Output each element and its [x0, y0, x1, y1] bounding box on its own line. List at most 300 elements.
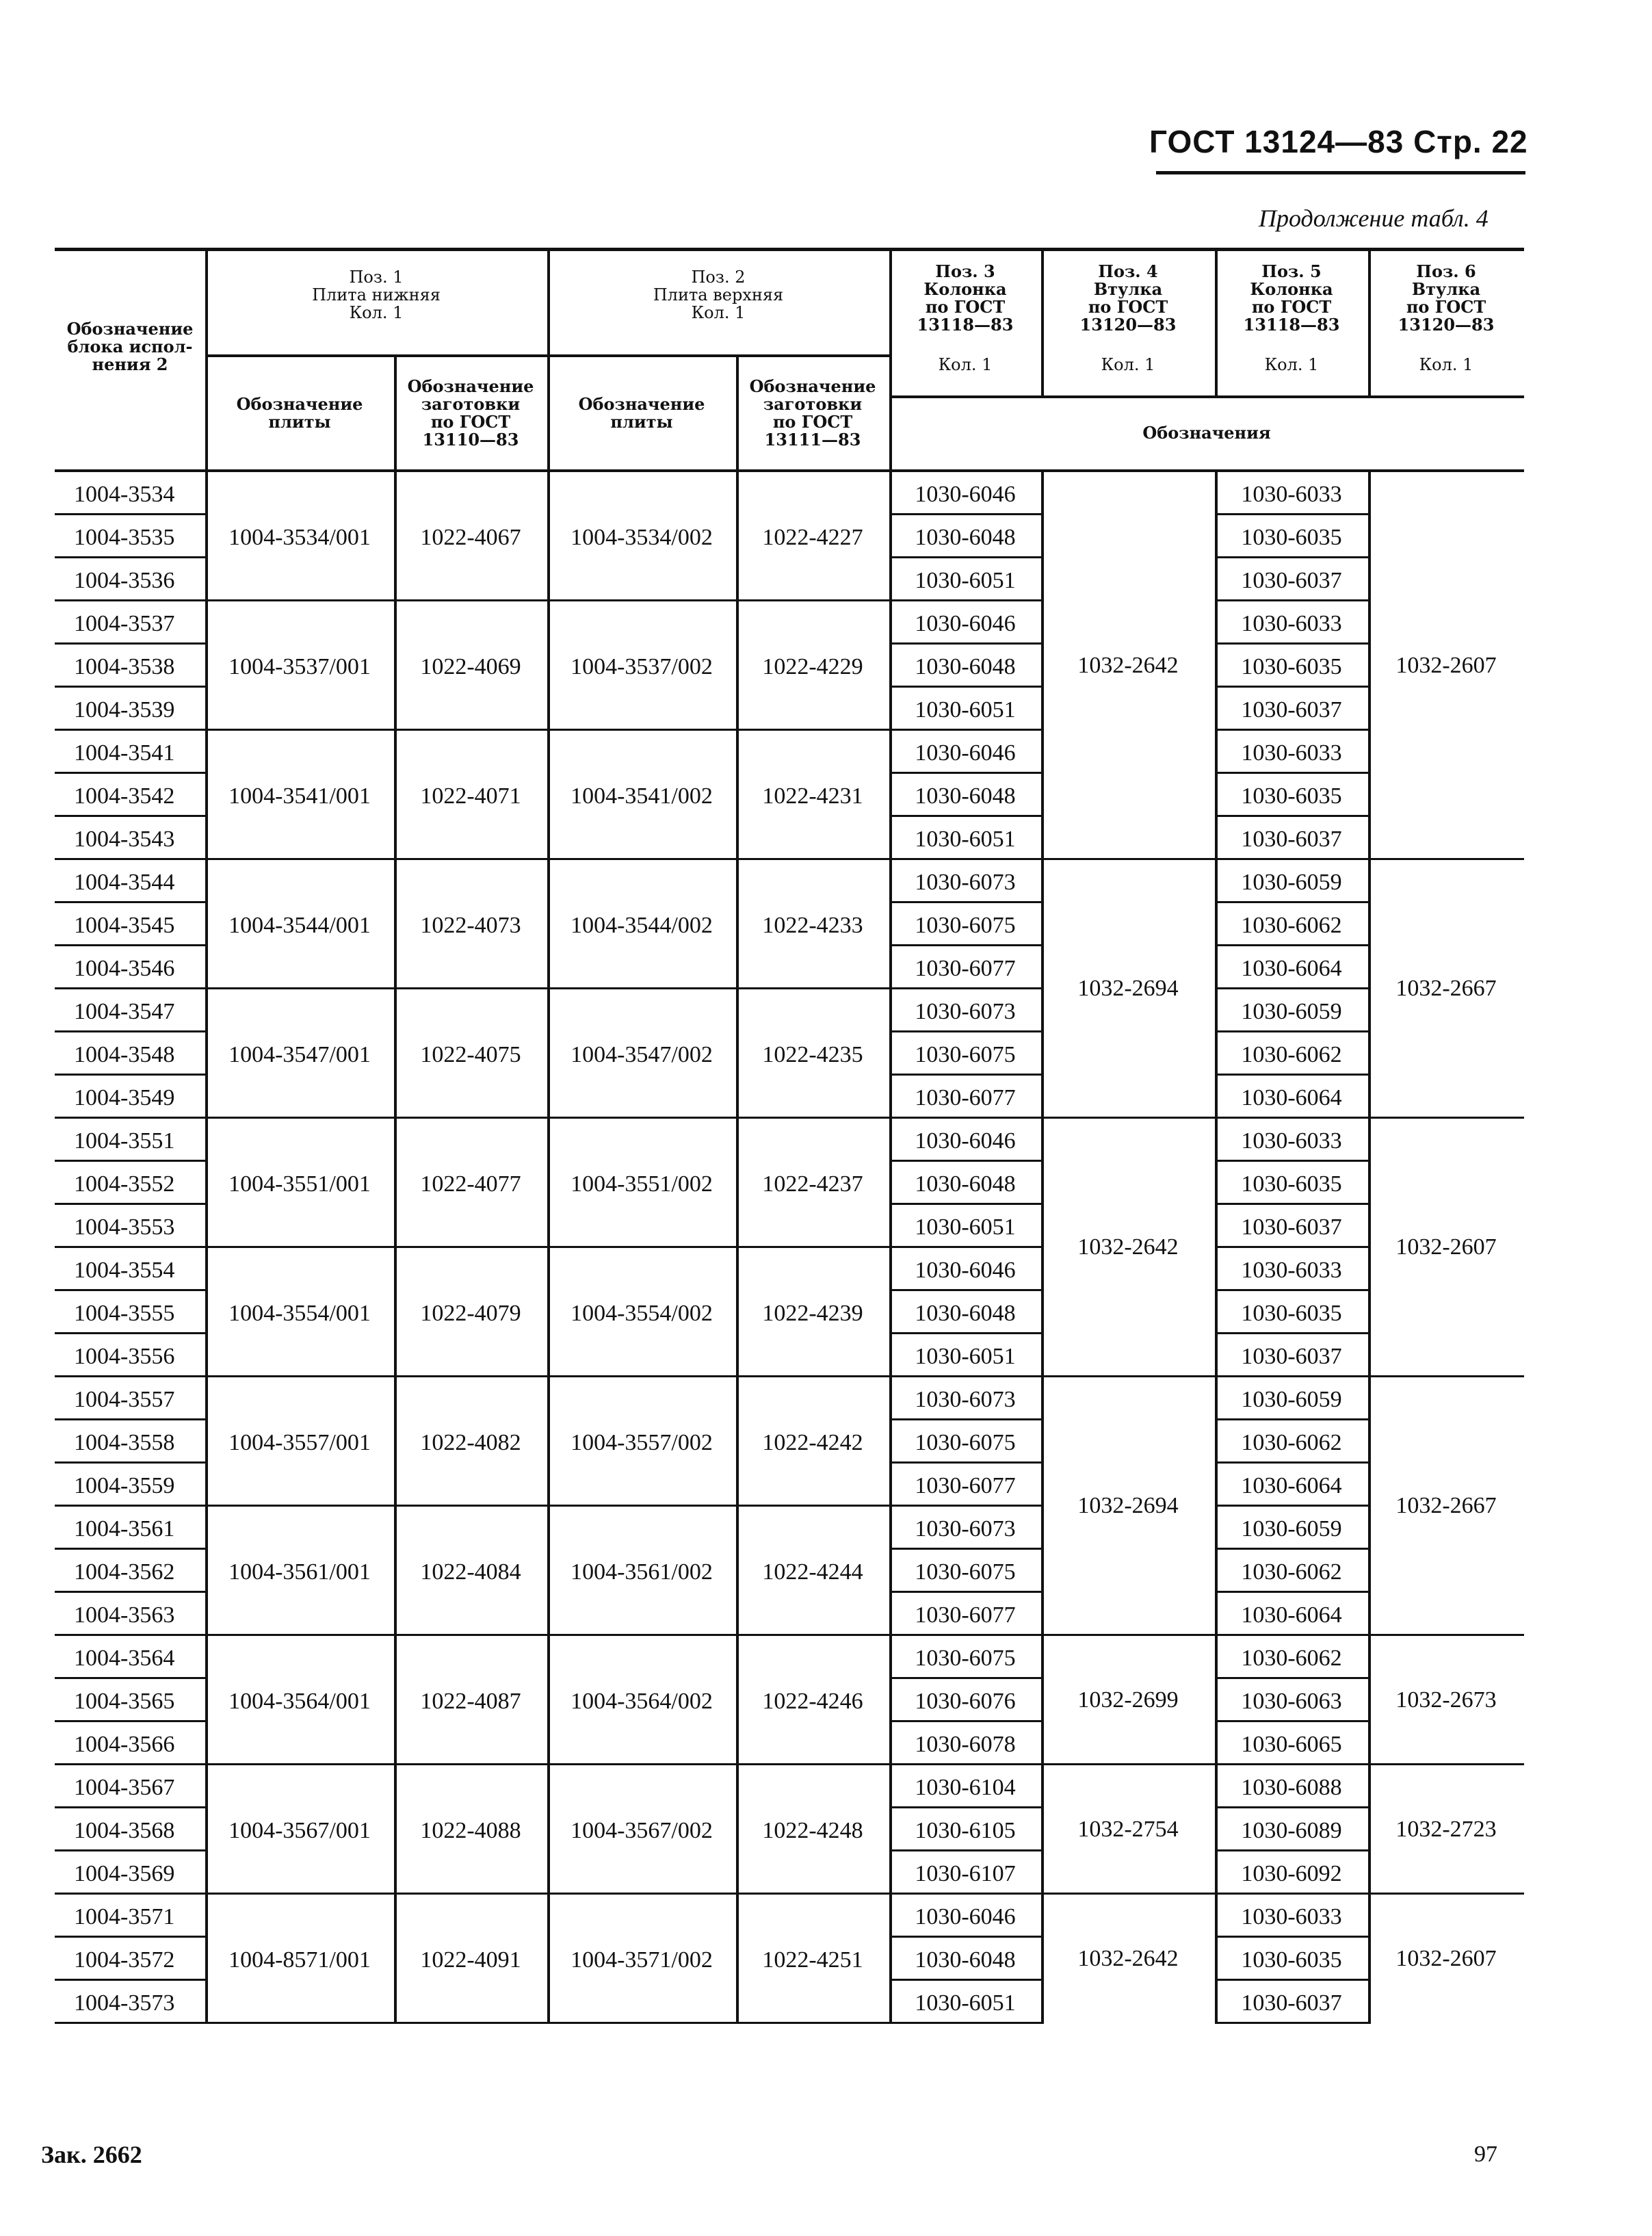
row-rule [1215, 815, 1368, 817]
pos3-designation: 1030-6048 [915, 525, 1016, 550]
pos5-designation: 1030-6062 [1241, 1042, 1342, 1067]
pos5-designation: 1030-6089 [1241, 1818, 1342, 1843]
row-rule [1215, 2022, 1368, 2024]
upper-plate-designation: 1004-3541/002 [571, 783, 713, 809]
pos5-designation: 1030-6064 [1241, 1085, 1342, 1110]
group-rule [1368, 1117, 1524, 1119]
pos5-designation: 1030-6037 [1241, 1344, 1342, 1369]
group-rule [1041, 1634, 1215, 1636]
row-rule [1215, 1591, 1368, 1593]
header-pos6: Поз. 6 Втулка по ГОСТ 13120—83 [1398, 261, 1495, 335]
lower-blank-designation: 1022-4084 [420, 1559, 521, 1585]
pos3-designation: 1030-6046 [915, 1128, 1016, 1154]
group-rule [205, 1893, 889, 1895]
row-rule [889, 1117, 1041, 1119]
block-designation: 1004-3551 [74, 1128, 175, 1154]
pos5-designation: 1030-6037 [1241, 1214, 1342, 1240]
pos5-designation: 1030-6062 [1241, 913, 1342, 938]
row-rule [55, 1893, 205, 1895]
pos3-designation: 1030-6073 [915, 1516, 1016, 1542]
row-rule [1215, 642, 1368, 645]
block-designation: 1004-3568 [74, 1818, 175, 1843]
pos3-designation: 1030-6048 [915, 1301, 1016, 1326]
group-rule [1041, 1893, 1215, 1895]
upper-blank-designation: 1022-4248 [762, 1818, 863, 1843]
row-rule [889, 1332, 1041, 1334]
block-designation: 1004-3548 [74, 1042, 175, 1067]
pos5-designation: 1030-6064 [1241, 1473, 1342, 1498]
pos5-designation: 1030-6062 [1241, 1430, 1342, 1455]
table-continuation-note: Продолжение табл. 4 [1259, 205, 1489, 232]
pos5-designation: 1030-6059 [1241, 870, 1342, 895]
row-rule [1215, 944, 1368, 946]
row-rule [889, 686, 1041, 688]
row-rule [55, 1203, 205, 1205]
row-rule [55, 599, 205, 601]
pos3-designation: 1030-6046 [915, 482, 1016, 507]
pos3-designation: 1030-6077 [915, 1085, 1016, 1110]
pos5-designation: 1030-6033 [1241, 740, 1342, 766]
row-rule [1215, 599, 1368, 601]
group-rule [1368, 1893, 1524, 1895]
pos5-designation: 1030-6035 [1241, 1301, 1342, 1326]
pos3-designation: 1030-6075 [915, 1042, 1016, 1067]
row-rule [55, 2022, 205, 2024]
row-rule [55, 1763, 205, 1765]
lower-blank-designation: 1022-4069 [420, 654, 521, 679]
row-rule [1215, 987, 1368, 989]
row-rule [1215, 1505, 1368, 1507]
row-rule [1215, 1375, 1368, 1377]
upper-plate-designation: 1004-3571/002 [571, 1947, 713, 1973]
row-rule [1215, 1893, 1368, 1895]
pos5-designation: 1030-6062 [1241, 1559, 1342, 1585]
header-qty: Кол. 1 [938, 355, 993, 374]
lower-plate-designation: 1004-3557/001 [228, 1430, 371, 1455]
row-rule [55, 1806, 205, 1808]
pos5-designation: 1030-6037 [1241, 1990, 1342, 2016]
group-rule [1041, 1117, 1215, 1119]
row-rule [889, 901, 1041, 903]
lower-plate-designation: 1004-3537/001 [228, 654, 371, 679]
group-rule [1041, 1763, 1215, 1765]
pos5-designation: 1030-6063 [1241, 1689, 1342, 1714]
header-mid-rule-right [889, 395, 1524, 398]
pos3-designation: 1030-6107 [915, 1861, 1016, 1886]
block-designation: 1004-3562 [74, 1559, 175, 1585]
page-number: 97 [1474, 2142, 1497, 2167]
pos4-bushing: 1032-2642 [1077, 1234, 1179, 1260]
block-designation: 1004-3556 [74, 1344, 175, 1369]
upper-plate-designation: 1004-3554/002 [571, 1301, 713, 1326]
block-designation: 1004-3565 [74, 1689, 175, 1714]
group-rule [1041, 1375, 1215, 1377]
pos3-designation: 1030-6076 [915, 1689, 1016, 1714]
block-designation: 1004-3557 [74, 1387, 175, 1412]
upper-plate-designation: 1004-3561/002 [571, 1559, 713, 1585]
group-rule [1368, 1763, 1524, 1765]
header-qty: Кол. 1 [1101, 355, 1155, 374]
pos5-designation: 1030-6035 [1241, 783, 1342, 809]
row-rule [55, 1461, 205, 1464]
pos5-designation: 1030-6059 [1241, 1516, 1342, 1542]
row-rule [55, 1548, 205, 1550]
row-rule [889, 1634, 1041, 1636]
block-designation: 1004-3547 [74, 999, 175, 1024]
row-rule [1215, 1677, 1368, 1679]
block-designation: 1004-3536 [74, 568, 175, 593]
row-rule [1215, 1117, 1368, 1119]
pos3-designation: 1030-6051 [915, 1990, 1016, 2016]
pos3-designation: 1030-6073 [915, 870, 1016, 895]
row-rule [889, 513, 1041, 515]
block-designation: 1004-3563 [74, 1602, 175, 1628]
row-rule [1215, 1203, 1368, 1205]
pos3-designation: 1030-6048 [915, 654, 1016, 679]
pos5-designation: 1030-6059 [1241, 1387, 1342, 1412]
row-rule [55, 686, 205, 688]
upper-plate-designation: 1004-3544/002 [571, 913, 713, 938]
row-rule [1215, 1720, 1368, 1722]
block-designation: 1004-3569 [74, 1861, 175, 1886]
row-rule [1215, 1289, 1368, 1291]
lower-blank-designation: 1022-4091 [420, 1947, 521, 1973]
pos6-bushing: 1032-2607 [1395, 1234, 1497, 1260]
lower-blank-designation: 1022-4067 [420, 525, 521, 550]
pos4-bushing: 1032-2754 [1077, 1816, 1179, 1842]
row-rule [889, 1763, 1041, 1765]
row-rule [1215, 772, 1368, 774]
header-designations: Обозначения [1142, 423, 1271, 443]
pos3-designation: 1030-6077 [915, 1602, 1016, 1628]
block-designation: 1004-3537 [74, 611, 175, 636]
block-designation: 1004-3535 [74, 525, 175, 550]
group-rule [205, 1763, 889, 1765]
upper-blank-designation: 1022-4251 [762, 1947, 863, 1973]
row-rule [889, 729, 1041, 731]
pos6-bushing: 1032-2667 [1395, 1493, 1497, 1518]
pos5-designation: 1030-6035 [1241, 1947, 1342, 1973]
group-rule [205, 987, 889, 989]
upper-plate-designation: 1004-3564/002 [571, 1689, 713, 1714]
row-rule [889, 1418, 1041, 1420]
upper-blank-designation: 1022-4231 [762, 783, 863, 809]
group-rule [205, 1246, 889, 1248]
row-rule [889, 1074, 1041, 1076]
pos5-designation: 1030-6035 [1241, 654, 1342, 679]
block-designation: 1004-3549 [74, 1085, 175, 1110]
pos5-designation: 1030-6033 [1241, 1904, 1342, 1929]
row-rule [1215, 556, 1368, 558]
row-rule [1215, 513, 1368, 515]
pos3-designation: 1030-6051 [915, 1344, 1016, 1369]
block-designation: 1004-3554 [74, 1258, 175, 1283]
row-rule [55, 729, 205, 731]
group-rule [1368, 1634, 1524, 1636]
block-designation: 1004-3566 [74, 1732, 175, 1757]
header-pos3: Поз. 3 Колонка по ГОСТ 13118—83 [917, 261, 1014, 335]
upper-plate-designation: 1004-3557/002 [571, 1430, 713, 1455]
row-rule [889, 556, 1041, 558]
pos3-designation: 1030-6051 [915, 697, 1016, 723]
upper-blank-designation: 1022-4237 [762, 1171, 863, 1197]
row-rule [55, 1074, 205, 1076]
block-designation: 1004-3544 [74, 870, 175, 895]
block-designation: 1004-3534 [74, 482, 175, 507]
lower-plate-designation: 1004-3554/001 [228, 1301, 371, 1326]
block-designation: 1004-3542 [74, 783, 175, 809]
row-rule [1215, 1332, 1368, 1334]
pos5-designation: 1030-6033 [1241, 1258, 1342, 1283]
lower-plate-designation: 1004-3547/001 [228, 1042, 371, 1067]
row-rule [55, 858, 205, 860]
upper-blank-designation: 1022-4242 [762, 1430, 863, 1455]
pos3-designation: 1030-6046 [915, 1904, 1016, 1929]
pos5-designation: 1030-6037 [1241, 568, 1342, 593]
row-rule [1215, 1074, 1368, 1076]
row-rule [55, 1418, 205, 1420]
header-pos2: Поз. 2 Плита верхняя Кол. 1 [653, 268, 784, 322]
pos5-designation: 1030-6064 [1241, 1602, 1342, 1628]
row-rule [55, 1289, 205, 1291]
pos3-designation: 1030-6075 [915, 1646, 1016, 1671]
upper-plate-designation: 1004-3537/002 [571, 654, 713, 679]
upper-blank-designation: 1022-4227 [762, 525, 863, 550]
column-rule [736, 472, 739, 2024]
pos5-designation: 1030-6062 [1241, 1646, 1342, 1671]
column-rule [205, 248, 208, 2024]
pos4-bushing: 1032-2694 [1077, 1493, 1179, 1518]
upper-blank-designation: 1022-4246 [762, 1689, 863, 1714]
row-rule [55, 1030, 205, 1032]
lower-blank-designation: 1022-4077 [420, 1171, 521, 1197]
block-designation: 1004-3559 [74, 1473, 175, 1498]
upper-blank-designation: 1022-4233 [762, 913, 863, 938]
lower-blank-designation: 1022-4079 [420, 1301, 521, 1326]
upper-plate-designation: 1004-3567/002 [571, 1818, 713, 1843]
row-rule [889, 858, 1041, 860]
pos5-designation: 1030-6092 [1241, 1861, 1342, 1886]
row-rule [1215, 1461, 1368, 1464]
row-rule [889, 1979, 1041, 1981]
group-rule [205, 1117, 889, 1119]
row-rule [1215, 858, 1368, 860]
row-rule [55, 1505, 205, 1507]
pos3-designation: 1030-6075 [915, 1559, 1016, 1585]
pos6-bushing: 1032-2607 [1395, 1945, 1497, 1971]
pos5-designation: 1030-6037 [1241, 827, 1342, 852]
row-rule [1215, 1936, 1368, 1938]
row-rule [1215, 1418, 1368, 1420]
lower-blank-designation: 1022-4082 [420, 1430, 521, 1455]
group-rule [205, 1505, 889, 1507]
pos5-designation: 1030-6033 [1241, 482, 1342, 507]
row-rule [889, 1893, 1041, 1895]
group-rule [1041, 858, 1215, 860]
group-rule [1368, 1375, 1524, 1377]
pos5-designation: 1030-6065 [1241, 1732, 1342, 1757]
row-rule [55, 556, 205, 558]
block-designation: 1004-3558 [74, 1430, 175, 1455]
row-rule [889, 1677, 1041, 1679]
pos3-designation: 1030-6051 [915, 568, 1016, 593]
row-rule [889, 2022, 1041, 2024]
row-rule [1215, 1979, 1368, 1981]
lower-plate-designation: 1004-3534/001 [228, 525, 371, 550]
group-rule [1368, 858, 1524, 860]
lower-blank-designation: 1022-4088 [420, 1818, 521, 1843]
row-rule [55, 1246, 205, 1248]
row-rule [889, 642, 1041, 645]
row-rule [889, 944, 1041, 946]
lower-blank-designation: 1022-4073 [420, 913, 521, 938]
pos4-bushing: 1032-2699 [1077, 1687, 1179, 1713]
header-blank-designation: Обозначение заготовки по ГОСТ 13111—83 [749, 376, 876, 450]
block-designation: 1004-3572 [74, 1947, 175, 1973]
row-rule [889, 599, 1041, 601]
row-rule [55, 901, 205, 903]
block-designation: 1004-3541 [74, 740, 175, 766]
pos3-designation: 1030-6051 [915, 1214, 1016, 1240]
upper-blank-designation: 1022-4229 [762, 654, 863, 679]
row-rule [1215, 686, 1368, 688]
pos3-designation: 1030-6048 [915, 1171, 1016, 1197]
pos5-designation: 1030-6064 [1241, 956, 1342, 981]
row-rule [889, 1720, 1041, 1722]
pos3-designation: 1030-6077 [915, 1473, 1016, 1498]
pos4-bushing: 1032-2694 [1077, 976, 1179, 1001]
pos5-designation: 1030-6033 [1241, 611, 1342, 636]
header-block-designation: Обозначение блока испол- нения 2 [66, 319, 194, 374]
row-rule [889, 1806, 1041, 1808]
row-rule [55, 772, 205, 774]
row-rule [55, 1160, 205, 1162]
row-rule [55, 1375, 205, 1377]
pos3-designation: 1030-6075 [915, 1430, 1016, 1455]
block-designation: 1004-3552 [74, 1171, 175, 1197]
group-rule [205, 858, 889, 860]
row-rule [889, 815, 1041, 817]
pos3-designation: 1030-6077 [915, 956, 1016, 981]
group-rule [205, 2022, 889, 2024]
row-rule [1215, 1030, 1368, 1032]
row-rule [1215, 1763, 1368, 1765]
pos5-designation: 1030-6037 [1241, 697, 1342, 723]
pos5-designation: 1030-6033 [1241, 1128, 1342, 1154]
group-rule [205, 1634, 889, 1636]
pos4-bushing: 1032-2642 [1077, 1945, 1179, 1971]
row-rule [889, 1289, 1041, 1291]
header-plate-designation: Обозначение плиты [236, 394, 363, 432]
header-pos5: Поз. 5 Колонка по ГОСТ 13118—83 [1243, 261, 1340, 335]
pos6-bushing: 1032-2723 [1395, 1816, 1497, 1842]
row-rule [1215, 1548, 1368, 1550]
block-designation: 1004-3564 [74, 1646, 175, 1671]
header-pos1: Поз. 1 Плита нижняя Кол. 1 [312, 268, 441, 322]
row-rule [55, 944, 205, 946]
header-qty: Кол. 1 [1264, 355, 1319, 374]
pos3-designation: 1030-6046 [915, 1258, 1016, 1283]
row-rule [55, 987, 205, 989]
row-rule [55, 1979, 205, 1981]
row-rule [889, 987, 1041, 989]
row-rule [889, 772, 1041, 774]
upper-plate-designation: 1004-3551/002 [571, 1171, 713, 1197]
row-rule [1215, 1246, 1368, 1248]
lower-blank-designation: 1022-4087 [420, 1689, 521, 1714]
order-number: Зак. 2662 [41, 2141, 142, 2168]
pos6-bushing: 1032-2607 [1395, 652, 1497, 678]
pos4-bushing: 1032-2642 [1077, 652, 1179, 678]
pos3-designation: 1030-6048 [915, 783, 1016, 809]
group-rule [205, 599, 889, 601]
row-rule [55, 1332, 205, 1334]
column-rule [547, 248, 550, 2024]
row-rule [1215, 729, 1368, 731]
pos5-designation: 1030-6035 [1241, 525, 1342, 550]
header-plate-designation: Обозначение плиты [578, 394, 705, 432]
block-designation: 1004-3545 [74, 913, 175, 938]
row-rule [889, 1505, 1041, 1507]
block-designation: 1004-3573 [74, 1990, 175, 2016]
header-blank-designation: Обозначение заготовки по ГОСТ 13110—83 [407, 376, 534, 450]
header-pos4: Поз. 4 Втулка по ГОСТ 13120—83 [1079, 261, 1177, 335]
row-rule [889, 1548, 1041, 1550]
row-rule [55, 1936, 205, 1938]
pos3-designation: 1030-6075 [915, 913, 1016, 938]
lower-plate-designation: 1004-3561/001 [228, 1559, 371, 1585]
block-designation: 1004-3539 [74, 697, 175, 723]
header-qty: Кол. 1 [1419, 355, 1473, 374]
row-rule [55, 1720, 205, 1722]
block-designation: 1004-3543 [74, 827, 175, 852]
block-designation: 1004-3553 [74, 1214, 175, 1240]
pos3-designation: 1030-6046 [915, 740, 1016, 766]
block-designation: 1004-3561 [74, 1516, 175, 1542]
lower-plate-designation: 1004-8571/001 [228, 1947, 371, 1973]
row-rule [55, 1677, 205, 1679]
block-designation: 1004-3571 [74, 1904, 175, 1929]
upper-plate-designation: 1004-3534/002 [571, 525, 713, 550]
pos3-designation: 1030-6073 [915, 999, 1016, 1024]
group-rule [205, 1375, 889, 1377]
row-rule [1215, 1849, 1368, 1851]
row-rule [55, 642, 205, 645]
row-rule [55, 1849, 205, 1851]
page-title: ГОСТ 13124—83 Стр. 22 [1149, 124, 1528, 159]
pos3-designation: 1030-6105 [915, 1818, 1016, 1843]
row-rule [889, 1160, 1041, 1162]
block-designation: 1004-3538 [74, 654, 175, 679]
pos3-designation: 1030-6048 [915, 1947, 1016, 1973]
row-rule [889, 1936, 1041, 1938]
upper-blank-designation: 1022-4235 [762, 1042, 863, 1067]
group-rule [205, 729, 889, 731]
lower-plate-designation: 1004-3544/001 [228, 913, 371, 938]
lower-plate-designation: 1004-3564/001 [228, 1689, 371, 1714]
lower-plate-designation: 1004-3567/001 [228, 1818, 371, 1843]
upper-blank-designation: 1022-4244 [762, 1559, 863, 1585]
pos5-designation: 1030-6035 [1241, 1171, 1342, 1197]
row-rule [55, 513, 205, 515]
row-rule [889, 1591, 1041, 1593]
pos5-designation: 1030-6059 [1241, 999, 1342, 1024]
row-rule [889, 1849, 1041, 1851]
header-top-rule [55, 248, 1524, 251]
header-rule [1156, 171, 1525, 174]
pos6-bushing: 1032-2667 [1395, 976, 1497, 1001]
pos3-designation: 1030-6073 [915, 1387, 1016, 1412]
